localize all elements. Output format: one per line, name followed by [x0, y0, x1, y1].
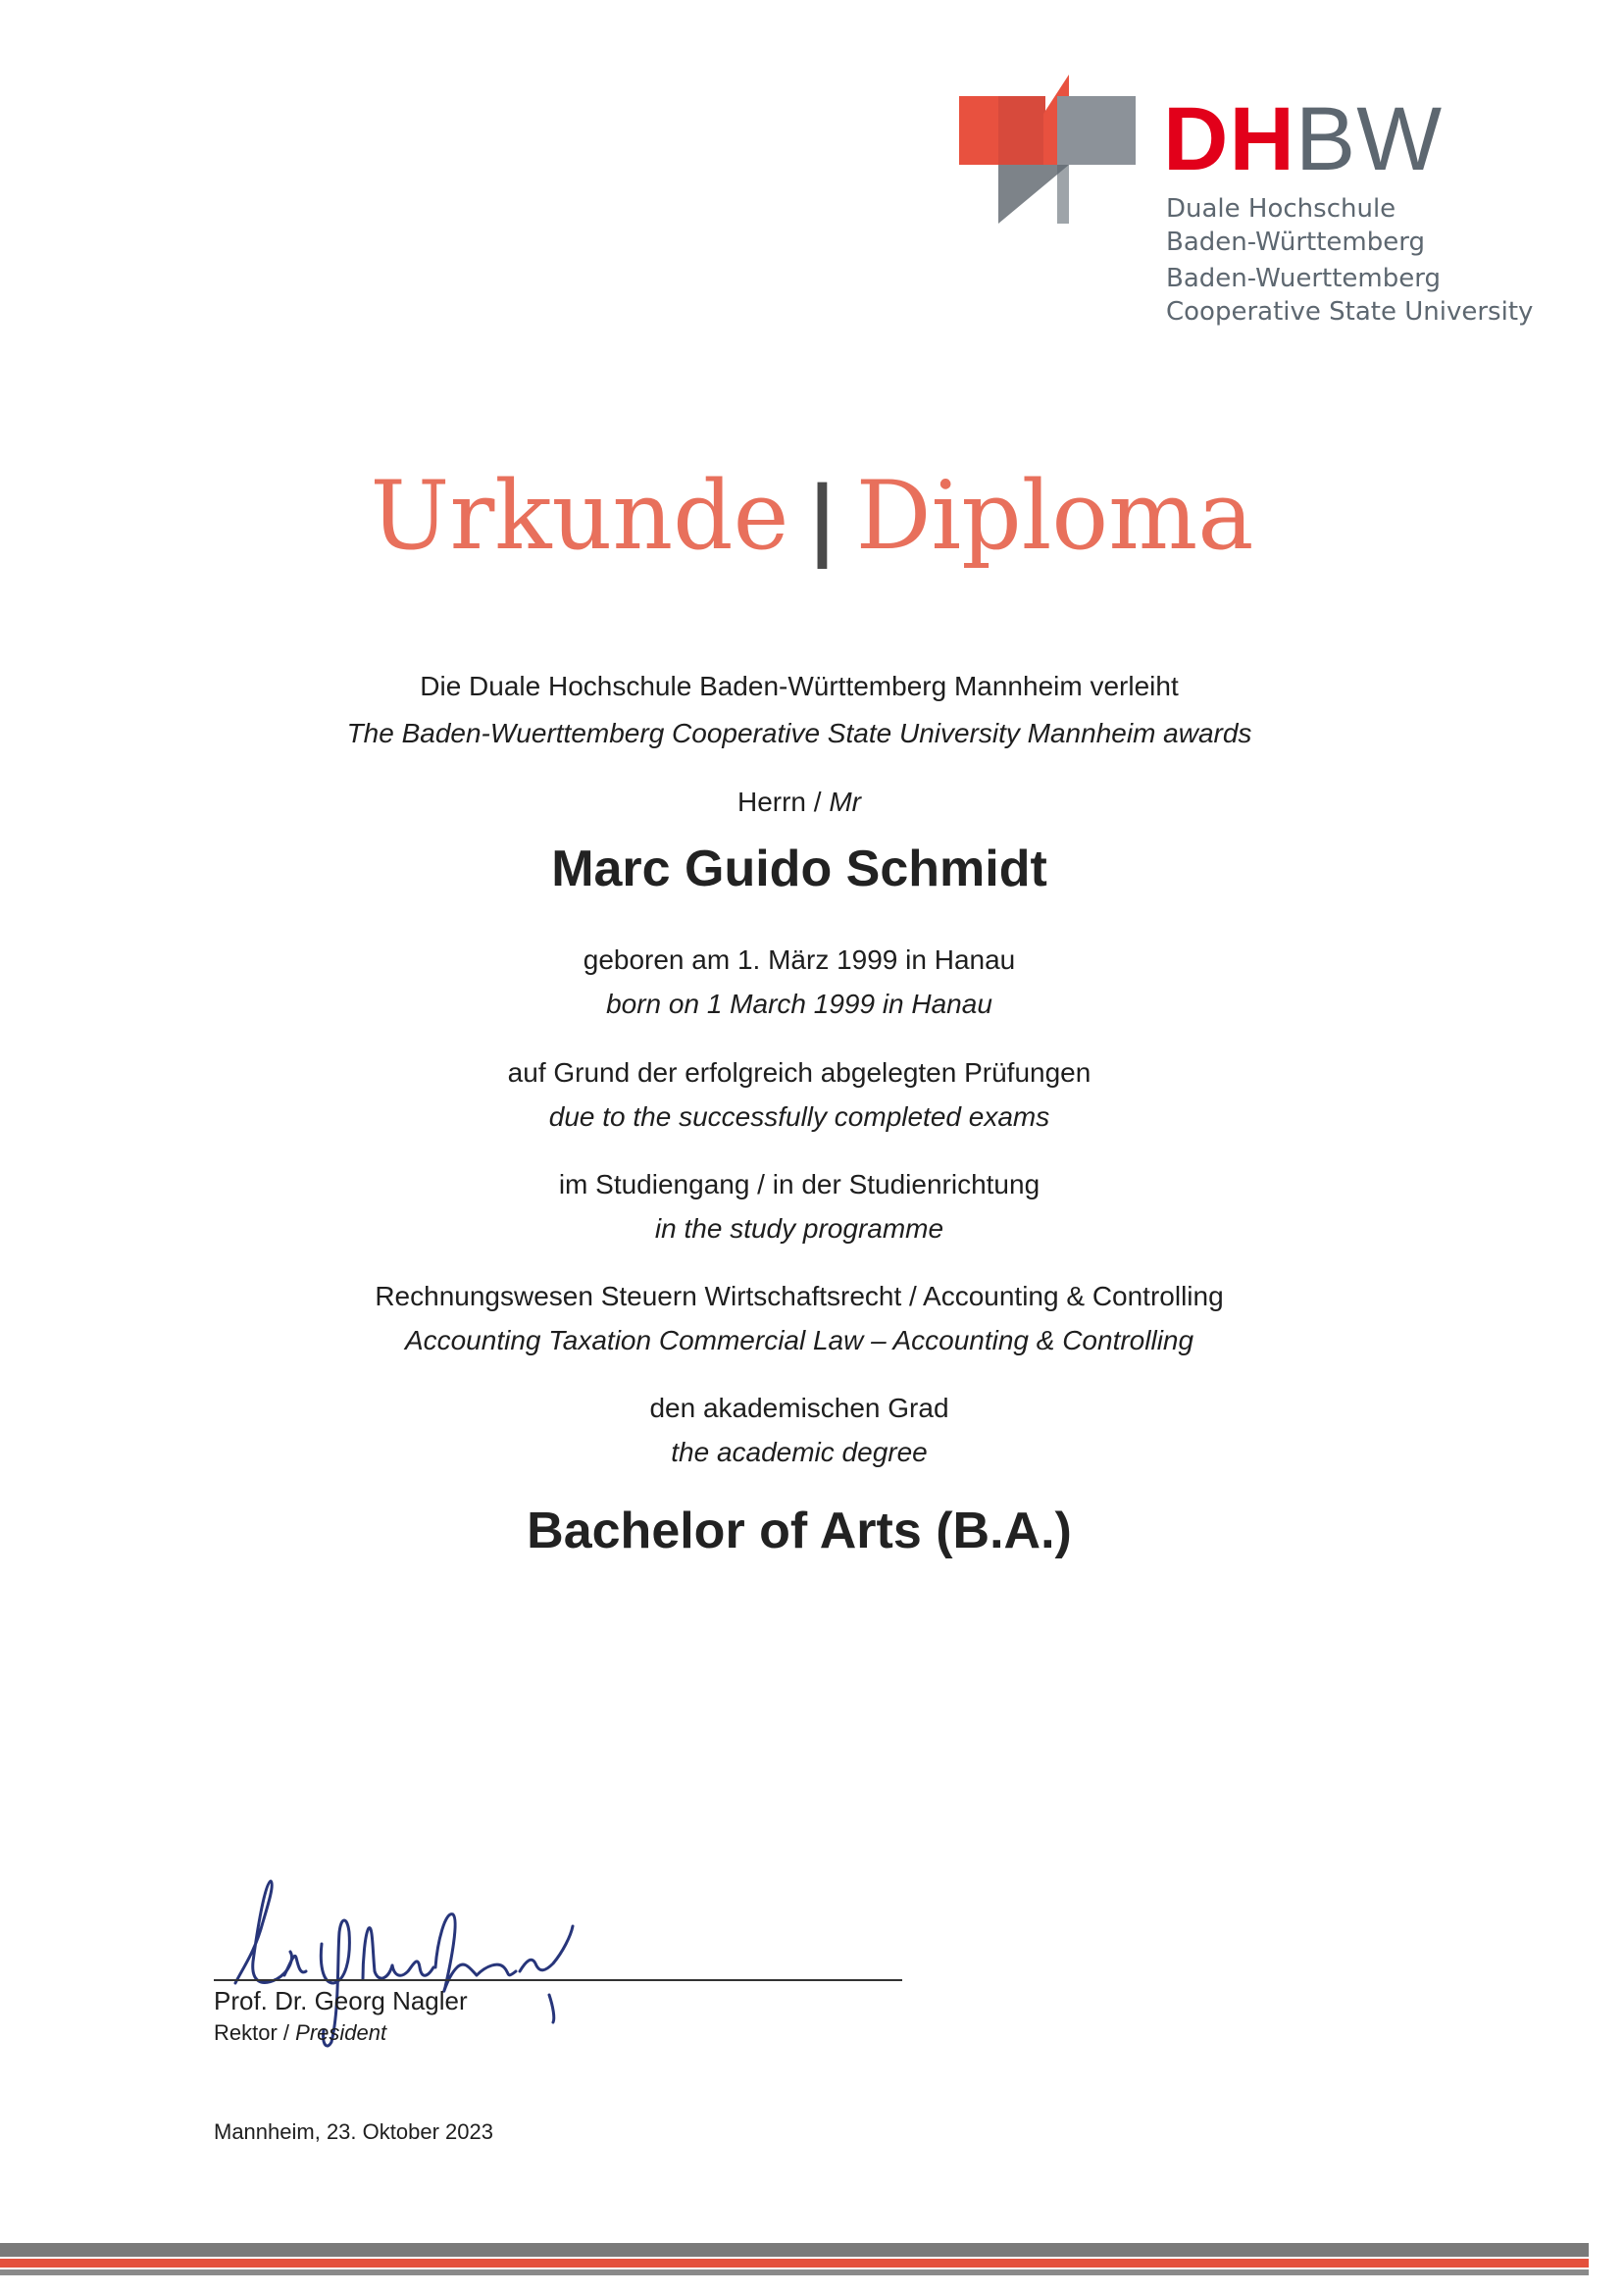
- programme-label-german: im Studiengang / in der Studienrichtung: [558, 1169, 1040, 1199]
- programme-english: Accounting Taxation Commercial Law – Accounting & Controlling: [404, 1325, 1194, 1355]
- footer-stripe-grey: [0, 2243, 1589, 2257]
- awarder-german: Die Duale Hochschule Baden-Württemberg Mannheim verleiht: [420, 671, 1179, 701]
- title-english: Diploma: [855, 461, 1254, 571]
- recipient-name: Marc Guido Schmidt: [551, 841, 1047, 897]
- exams-english: due to the successfully completed exams: [548, 1101, 1050, 1132]
- programme-german: Rechnungswesen Steuern Wirtschaftsrecht / Accounting & Controlling: [375, 1281, 1224, 1311]
- footer-stripe-red: [0, 2259, 1589, 2268]
- degree-title: Bachelor of Arts (B.A.): [527, 1503, 1072, 1559]
- dhbw-wordmark: DHBW: [1163, 89, 1444, 189]
- title-german: Urkunde: [370, 461, 789, 571]
- degree-label-english: the academic degree: [671, 1437, 928, 1467]
- awarder-english: The Baden-Wuerttemberg Cooperative State University Mannheim awards: [346, 718, 1252, 748]
- diploma-title: [0, 461, 1624, 571]
- birth-english: born on 1 March 1999 in Hanau: [606, 989, 992, 1019]
- title-separator: |: [806, 468, 838, 569]
- logo-line-4: Cooperative State University: [1166, 297, 1534, 327]
- footer-stripe-grey-thin: [0, 2269, 1589, 2275]
- signatory-role: Rektor / President: [214, 2020, 387, 2045]
- exams-german: auf Grund der erfolgreich abgelegten Prüfungen: [507, 1057, 1091, 1088]
- signature-line: [214, 1979, 902, 1981]
- place-and-date: Mannheim, 23. Oktober 2023: [214, 2119, 493, 2144]
- salutation: Herrn / Mr: [736, 787, 861, 817]
- programme-label-english: in the study programme: [654, 1213, 944, 1244]
- logo-line-3: Baden-Wuerttemberg: [1166, 264, 1441, 293]
- signatory-name: Prof. Dr. Georg Nagler: [214, 1986, 468, 2015]
- birth-german: geboren am 1. März 1999 in Hanau: [583, 944, 1016, 975]
- dhbw-logo-mark: [959, 57, 1136, 229]
- logo-line-1: Duale Hochschule: [1166, 194, 1396, 224]
- logo-line-2: Baden-Württemberg: [1166, 228, 1425, 257]
- degree-label-german: den akademischen Grad: [649, 1393, 949, 1423]
